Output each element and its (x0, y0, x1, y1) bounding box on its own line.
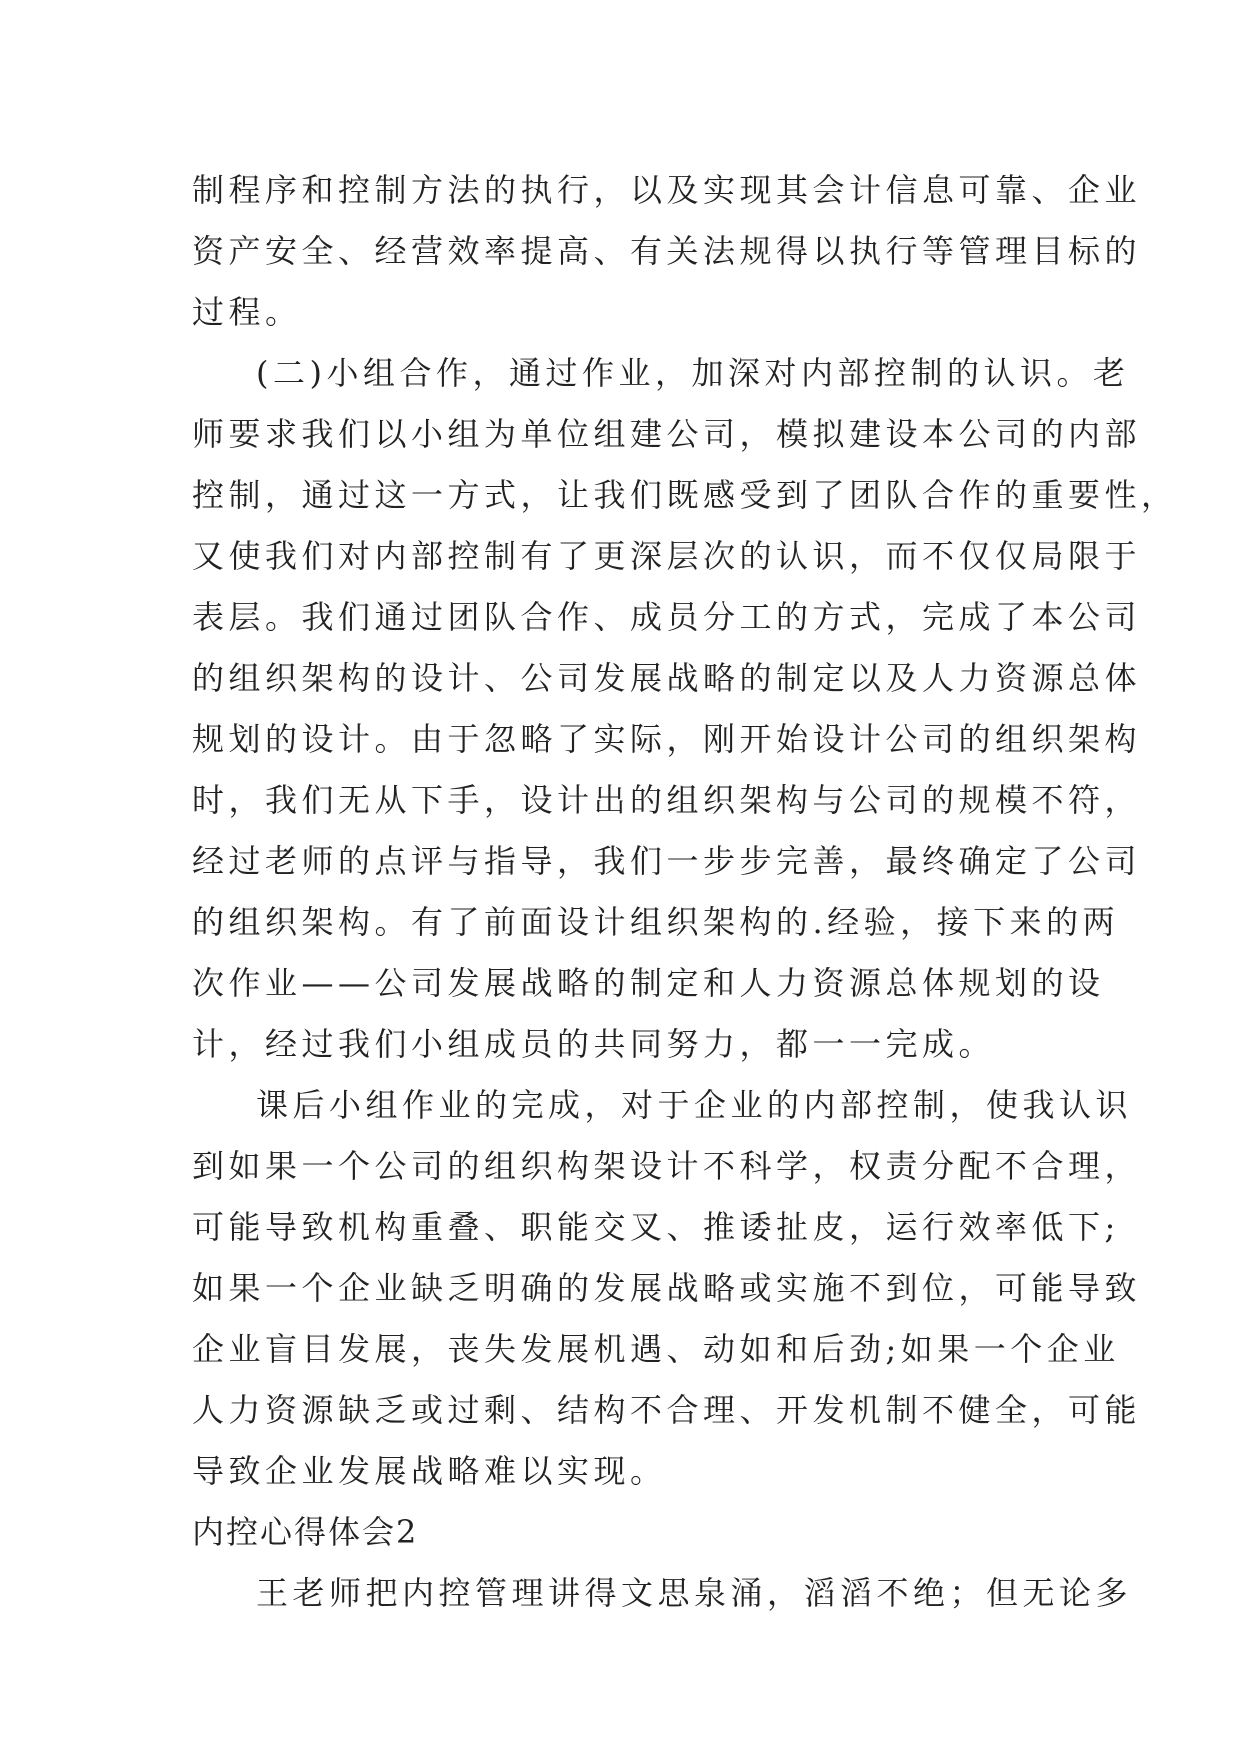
text-line: 表层。我们通过团队合作、成员分工的方式，完成了本公司 (192, 598, 1142, 636)
text-line: 的组织架构的设计、公司发展战略的制定以及人力资源总体 (192, 659, 1142, 697)
text-line: 可能导致机构重叠、职能交叉、推诿扯皮，运行效率低下; (192, 1208, 1120, 1246)
text-line: 人力资源缺乏或过剩、结构不合理、开发机制不健全，可能 (192, 1391, 1142, 1429)
text-line: 资产安全、经营效率提高、有关法规得以执行等管理目标的 (192, 232, 1142, 270)
text-line: 控制，通过这一方式，让我们既感受到了团队合作的重要性， (192, 476, 1178, 514)
text-line: 经过老师的点评与指导，我们一步步完善，最终确定了公司 (192, 842, 1142, 880)
text-line: 如果一个企业缺乏明确的发展战略或实施不到位，可能导致 (192, 1269, 1142, 1307)
text-line: 次作业——公司发展战略的制定和人力资源总体规划的设 (192, 964, 1105, 1002)
text-line: 计，经过我们小组成员的共同努力，都一一完成。 (192, 1025, 996, 1063)
text-line: 企业盲目发展，丧失发展机遇、动如和后劲;如果一个企业 (192, 1330, 1120, 1368)
text-line: 过程。 (192, 293, 302, 331)
text-line: 又使我们对内部控制有了更深层次的认识，而不仅仅局限于 (192, 537, 1142, 575)
paragraph-start-line: (二)小组合作，通过作业，加深对内部控制的认识。老 (256, 354, 1130, 392)
paragraph-start-line: 课后小组作业的完成，对于企业的内部控制，使我认识 (256, 1086, 1133, 1124)
text-line: 制程序和控制方法的执行，以及实现其会计信息可靠、企业 (192, 171, 1142, 209)
text-line: 规划的设计。由于忽略了实际，刚开始设计公司的组织架构 (192, 720, 1142, 758)
text-line: 时，我们无从下手，设计出的组织架构与公司的规模不符， (192, 781, 1142, 819)
section-heading: 内控心得体会2 (192, 1513, 419, 1551)
paragraph-start-line: 王老师把内控管理讲得文思泉涌，滔滔不绝；但无论多 (256, 1574, 1133, 1612)
text-line: 到如果一个公司的组织构架设计不科学，权责分配不合理， (192, 1147, 1142, 1185)
text-line: 导致企业发展战略难以实现。 (192, 1452, 667, 1490)
text-line: 师要求我们以小组为单位组建公司，模拟建设本公司的内部 (192, 415, 1142, 453)
document-page (192, 160, 1178, 1624)
text-line: 的组织架构。有了前面设计组织架构的.经验，接下来的两 (192, 903, 1120, 941)
